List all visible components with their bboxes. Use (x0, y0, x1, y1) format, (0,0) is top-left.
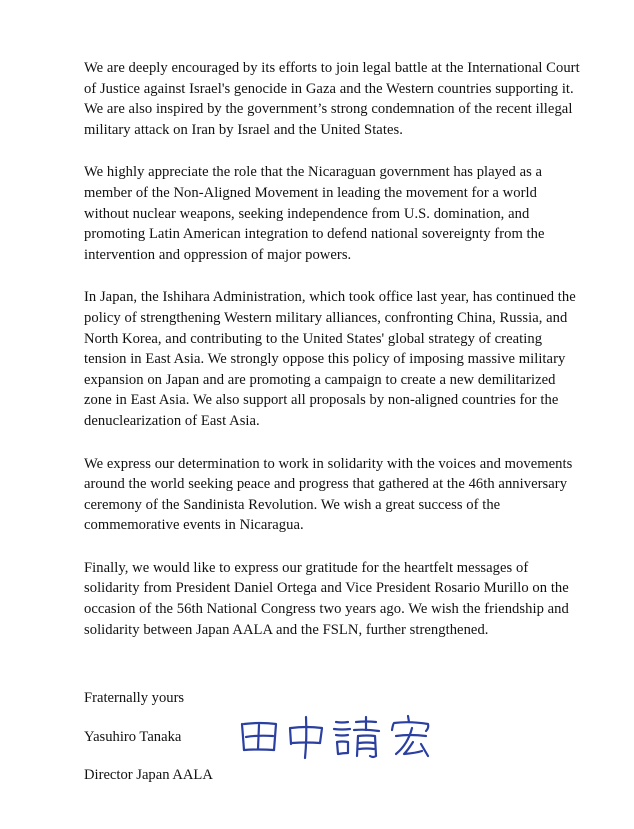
letter-body (84, 58, 584, 662)
paragraph-gratitude: Finally, we would like to express our gratitude for the heartfelt messages of solidarity from President Daniel Ortega and Vice President Rosario Murillo on the occasion of the 56th National Congress two years ago. We wish the friendship and solidarity between Japan AALA and the FSLN, further strengthened. (84, 559, 569, 638)
closing-salutation: Fraternally yours (84, 690, 185, 706)
signer-title: Director Japan AALA (84, 767, 213, 784)
paragraph-icj-gaza-iran: We are deeply encouraged by its efforts to join legal battle at the International Court of Justice against Israel's genocide in Gaza and the Western countries supporting it. We are also inspired by the government’s strong condemnation of the recent illegal military attack on Iran by Israel and the United States. (84, 60, 580, 138)
handwritten-signature (236, 714, 436, 760)
paragraph-non-aligned-movement: We highly appreciate the role that the Nicaraguan government has played as a member of the Non-Aligned Movement in leading the movement for a world without nuclear weapons, seeking independence from U.S. domination, and promoting Latin American integration to defend national sovereignty from the intervention and oppression of major powers. (84, 164, 545, 263)
paragraph-japan-policy: In Japan, the Ishihara Administration, which took office last year, has continued the policy of strengthening Western military alliances, confronting China, Russia, and North Korea, and contributing to the United States' global strategy of creating tension in East Asia. We strongly oppose this policy of imposing massive military expansion on Japan and are promoting a campaign to create a new demilitarized zone in East Asia. We also support all proposals by non-aligned countries for the denuclearization of East Asia. (84, 289, 576, 429)
signer-name: Yasuhiro Tanaka (84, 728, 182, 745)
paragraph-solidarity-sandinista: We express our determination to work in solidarity with the voices and movements around the world seeking peace and progress that gathered at the 46th anniversary ceremony of the Sandinista Revolution. We wish a great success of the commemorative events in Nicaragua. (84, 455, 573, 534)
